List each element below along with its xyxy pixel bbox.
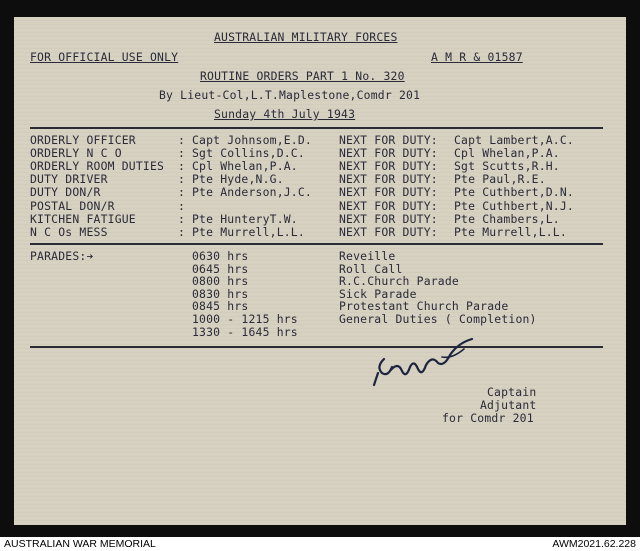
next-duty-assignee: Cpl Whelan,P.A. [454, 146, 560, 161]
parades-label [30, 250, 94, 263]
divider-bottom [30, 346, 603, 348]
duty-role: ORDERLY N C O [30, 146, 122, 161]
parade-time: 1000 - 1215 hrs [192, 312, 298, 326]
duty-colon: : [178, 185, 186, 200]
duty-role: ORDERLY ROOM DUTIES [30, 159, 165, 174]
next-duty-label: NEXT FOR DUTY: [339, 185, 438, 200]
parade-event: Reveille [339, 249, 396, 263]
duty-colon: : [178, 224, 186, 239]
parades-label-text: PARADES: [30, 249, 87, 263]
duty-assignee: Capt Johnsom,E.D. [192, 133, 312, 147]
org-heading: AUSTRALIAN MILITARY FORCES [214, 30, 398, 44]
next-duty-assignee: Pte Cuthbert,N.J. [454, 198, 574, 213]
parade-time: 1330 - 1645 hrs [192, 324, 298, 339]
issued-by: By Lieut-Col,L.T.Maplestone,Comdr 201 [159, 88, 421, 102]
duty-role: DUTY DON/R [30, 185, 101, 200]
parade-event: Roll Call [339, 261, 403, 276]
duty-colon: : [178, 172, 186, 187]
footer-accession-number: AWM2021.62.228 [552, 538, 636, 550]
parade-time: 0645 hrs [192, 261, 249, 276]
next-duty-assignee: Pte Paul,R.E. [454, 172, 546, 187]
parade-time: 0845 hrs [192, 299, 249, 314]
duty-assignee: Pte Hyde,N.G. [192, 172, 284, 187]
next-duty-assignee: Pte Murrell,L.L. [454, 224, 567, 239]
next-duty-assignee: Capt Lambert,A.C. [454, 133, 574, 147]
signatory-for: for Comdr 201 [442, 411, 534, 425]
next-duty-label: NEXT FOR DUTY: [339, 224, 438, 239]
next-duty-assignee: Pte Chambers,L. [454, 211, 560, 226]
duty-colon: : [178, 198, 186, 213]
parade-event: R.C.Church Parade [339, 274, 459, 289]
parade-time: 0630 hrs [192, 249, 249, 263]
duty-colon: : [178, 159, 186, 174]
next-duty-label: NEXT FOR DUTY: [339, 133, 438, 147]
duty-role: DUTY DRIVER [30, 172, 108, 187]
parade-time: 0830 hrs [192, 286, 249, 301]
next-duty-label: NEXT FOR DUTY: [339, 211, 438, 226]
duty-assignee: Pte Murrell,L.L. [192, 224, 305, 239]
order-date: Sunday 4th July 1943 [214, 107, 356, 121]
parade-time: 0800 hrs [192, 274, 249, 289]
duty-assignee: Cpl Whelan,P.A. [192, 159, 298, 174]
signatory-rank: Captain [487, 385, 537, 399]
duty-assignee: Sgt Collins,D.C. [192, 146, 305, 161]
parade-event: Protestant Church Parade [339, 299, 509, 314]
parade-event: Sick Parade [339, 286, 417, 301]
divider-top [30, 127, 603, 129]
next-duty-label: NEXT FOR DUTY: [339, 198, 438, 213]
next-duty-assignee: Sgt Scutts,R.H. [454, 159, 560, 174]
next-duty-assignee: Pte Cuthbert,D.N. [454, 185, 574, 200]
signature-handwritten [372, 337, 482, 387]
duty-role: ORDERLY OFFICER [30, 133, 136, 147]
next-duty-label: NEXT FOR DUTY: [339, 172, 438, 187]
duty-colon: : [178, 146, 186, 161]
duty-role: KITCHEN FATIGUE [30, 211, 136, 226]
arrow-icon: ➔ [86, 249, 94, 263]
reference-number: A M R & 01587 [431, 50, 523, 64]
orders-title: ROUTINE ORDERS PART 1 No. 320 [200, 69, 405, 83]
duty-role: N C Os MESS [30, 224, 108, 239]
next-duty-label: NEXT FOR DUTY: [339, 159, 438, 174]
duty-assignee: Pte Anderson,J.C. [192, 185, 312, 200]
next-duty-label: NEXT FOR DUTY: [339, 146, 438, 161]
signatory-position: Adjutant [480, 398, 537, 412]
parade-event: General Duties ( Completion) [339, 312, 537, 326]
duty-colon: : [178, 133, 186, 147]
footer-institution: AUSTRALIAN WAR MEMORIAL [4, 538, 156, 550]
duty-colon: : [178, 211, 186, 226]
order-sheet [14, 17, 626, 525]
divider-middle [30, 243, 603, 245]
official-use-label: FOR OFFICIAL USE ONLY [30, 50, 179, 64]
duty-role: POSTAL DON/R [30, 198, 115, 213]
duty-assignee: Pte HunteryT.W. [192, 211, 298, 226]
